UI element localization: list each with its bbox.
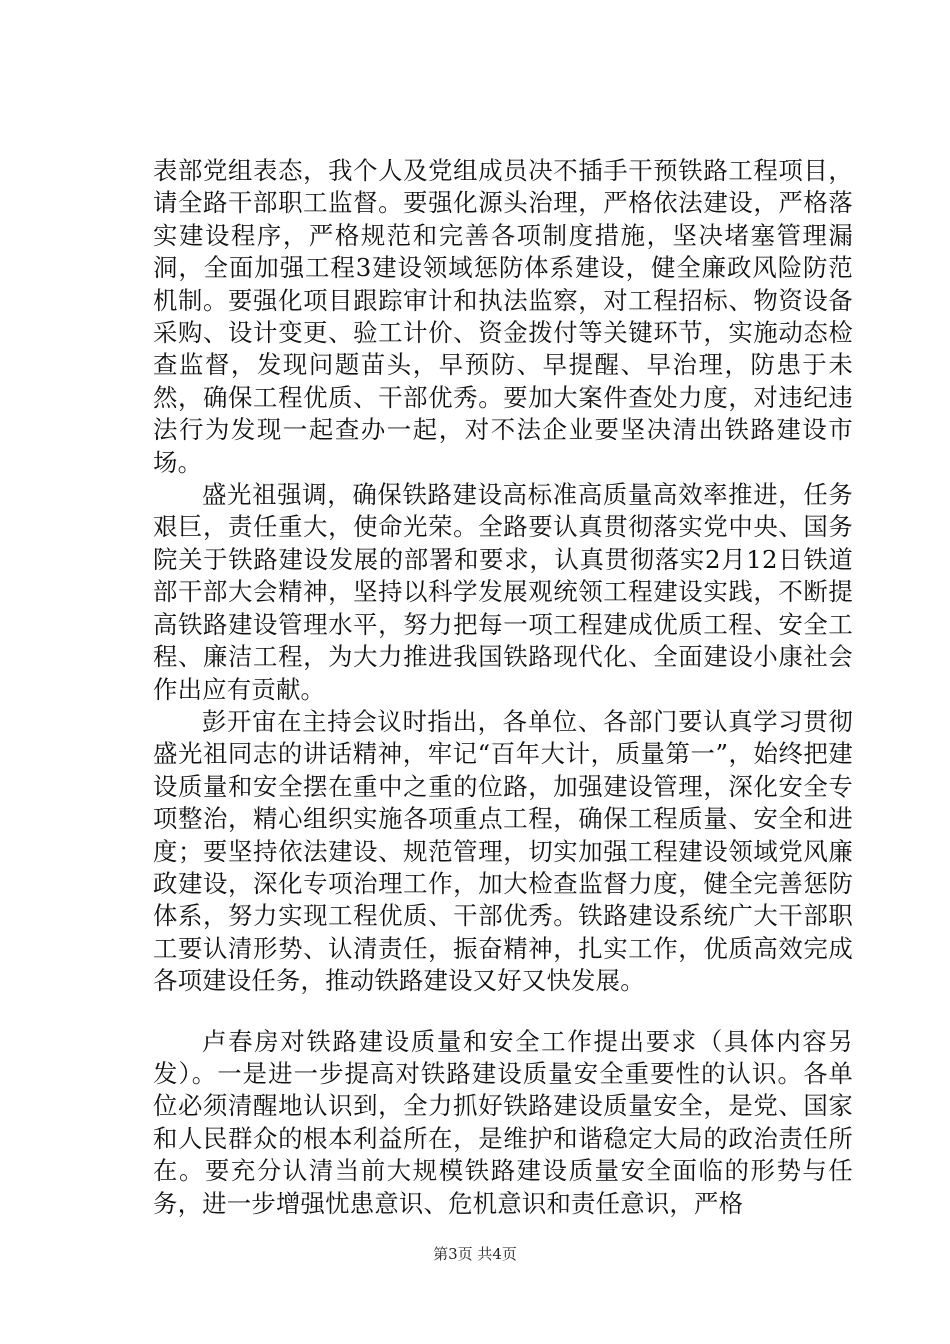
page-footer: 第3页 共4页 <box>433 1245 517 1263</box>
paragraph-2: 盛光祖强调，确保铁路建设高标准高质量高效率推进，任务艰巨，责任重大，使命光荣。全路要认真贯彻落实党中央、国务院关于铁路建设发展的部署和要求，认真贯彻落实2月12日铁道部干部大会精神，坚持以科学发展观统领工程建设实践，不断提高铁路建设管理水平，努力把每一项工程建成优质工程、安全工程、廉洁工程，为大力推进我国铁路现代化、全面建设小康社会作出应有贡献。 <box>153 480 853 704</box>
paragraph-1: 表部党组表态，我个人及党组成员决不插手干预铁路工程项目，请全路干部职工监督。要强化源头治理，严格依法建设，严格落实建设程序，严格规范和完善各项制度措施，坚决堵塞管理漏洞，全面加强工程3建设领域惩防体系建设，健全廉政风险防范机制。要强化项目跟踪审计和执法监察，对工程招标、物资设备采购、设计变更、验工计价、资金拨付等关键环节，实施动态检查监督，发现问题苗头，早预防、早提醒、早治理，防患于未然，确保工程优质、干部优秀。要加大案件查处力度，对违纪违法行为发现一起查办一起，对不法企业要坚决清出铁路建设市场。 <box>153 156 853 477</box>
paragraph-4: 卢春房对铁路建设质量和安全工作提出要求（具体内容另发）。一是进一步提高对铁路建设质量安全重要性的认识。各单位必须清醒地认识到，全力抓好铁路建设质量安全，是党、国家和人民群众的根本利益所在，是维护和谐稳定大局的政治责任所在。要充分认清当前大规模铁路建设质量安全面临的形势与任务，进一步增强忧患意识、危机意识和责任意识，严格 <box>153 1026 853 1218</box>
paragraph-3: 彭开宙在主持会议时指出，各单位、各部门要认真学习贯彻盛光祖同志的讲话精神，牢记“百年大计，质量第一”，始终把建设质量和安全摆在重中之重的位路，加强建设管理，深化安全专项整治，精心组织实施各项重点工程，确保工程质量、安全和进度；要坚持依法建设、规范管理，切实加强工程建设领域党风廉政建设，深化专项治理工作，加大检查监督力度，健全完善惩防体系，努力实现工程优质、干部优秀。铁路建设系统广大干部职工要认清形势、认清责任，振奋精神，扎实工作，优质高效完成各项建设任务，推动铁路建设又好又快发展。 <box>153 706 853 996</box>
document-body <box>153 155 853 1220</box>
